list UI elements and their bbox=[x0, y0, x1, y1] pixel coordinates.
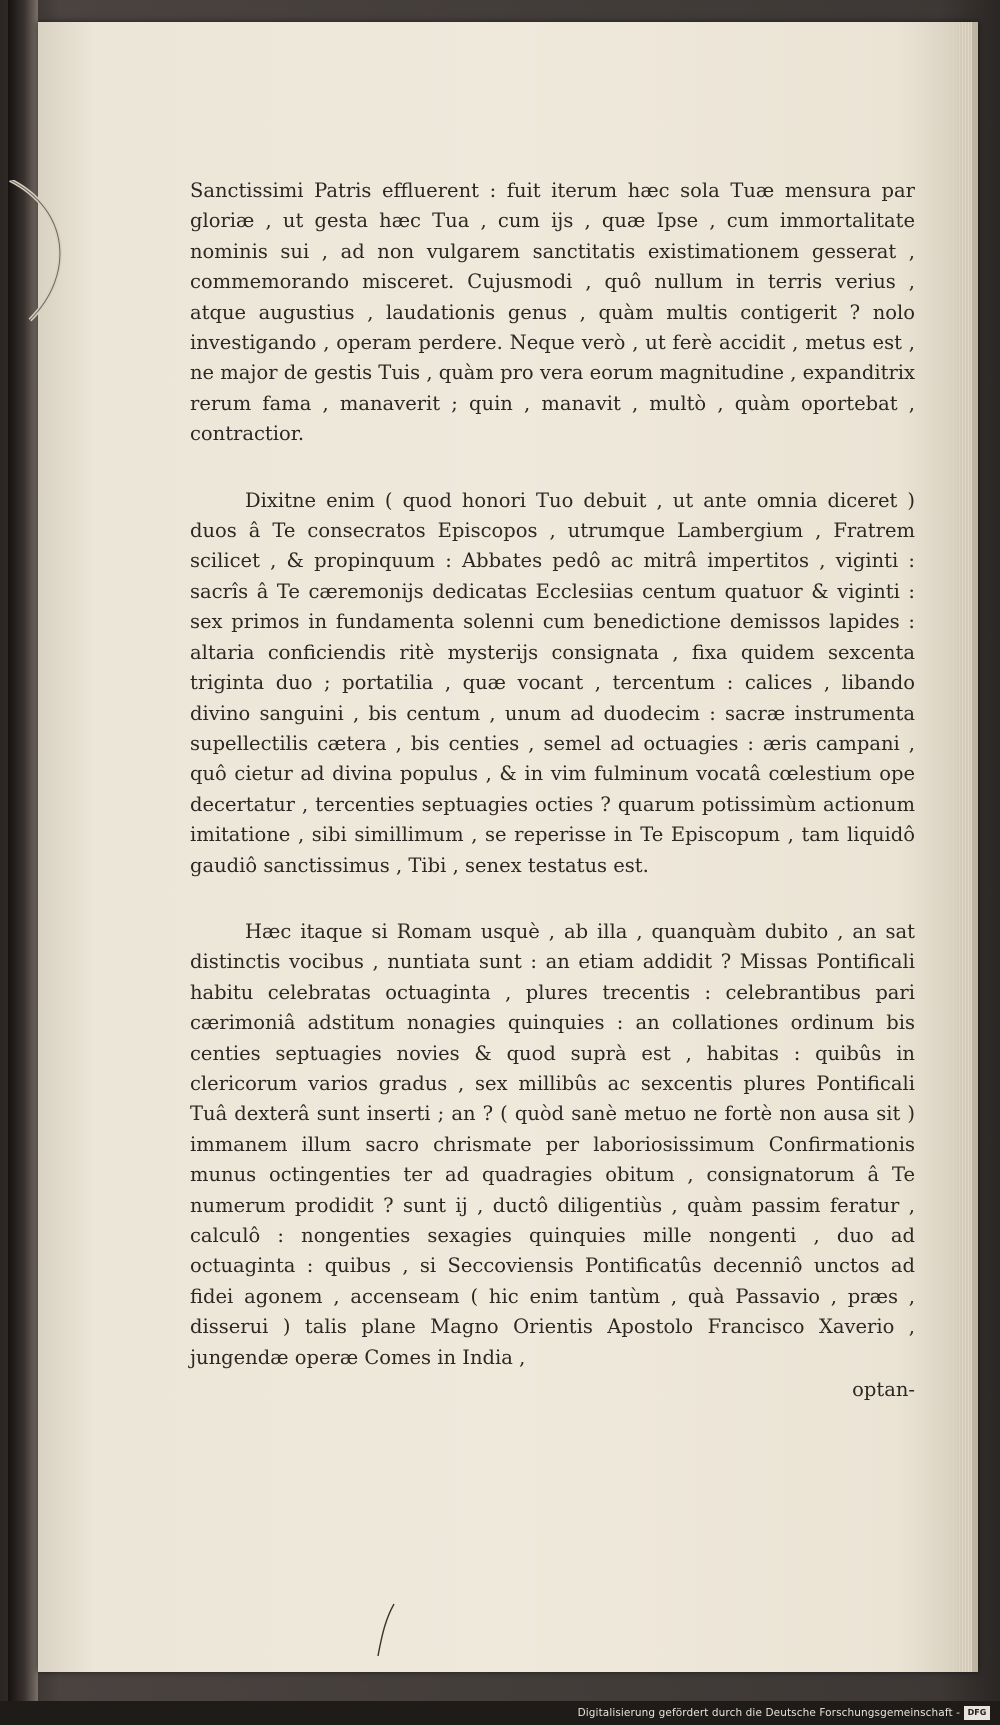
paragraph-3: Hæc itaque si Romam usquè , ab illa , quanquàm dubito , an sat distinctis vocibus , nuntiata sunt : an etiam addidit ? Missas Pontificali habitu celebratas octuaginta , plures trecentis : celebrantibus pari cærimoniâ adstitum nonagies quinquies : an collationes ordinum bis centies septuagies novies & quod suprà est , habitas : quibûs in clericorum varios gradus , sex millibûs ac sexcentis plures Pontificali Tuâ dexterâ sunt inserti ; an ? ( quòd sanè metuo ne fortè non ausa sit ) immanem illum sacro chrismate per laboriosissimum Confirmationis munus octingenties ter ad quadragies obitum , consignatorum â Te numerum prodidit ? sunt ij , ductô diligentiùs , quàm passim feratur , calculô : nongenties sexagies quinquies mille nongenti , duo ad octuaginta : quibus , si Seccoviensis Pontificatûs decenniô unctos ad fidei agonem , accenseam ( hic enim tantùm , quà Passavio , præs , disserui ) talis plane Magno Orientis Apostolo Francisco Xaverio , jungendæ operæ Comes in India , bbox=[190, 919, 915, 1369]
paragraph-1: Sanctissimi Patris effluerent : fuit iterum hæc sola Tuæ mensura par gloriæ , ut gesta hæc Tua , cum ijs , quæ Ipse , cum immortalitate nominis sui , ad non vulgarem sanctitatis existimationem gesserat , commemorando misceret. Cujusmodi , quô nullum in terris verius , atque augustius , laudationis genus , quàm multis contigerit ? nolo investigando , operam perdere. Neque verò , ut ferè accidit , metus est , ne major de gestis Tuis , quàm pro vera eorum magnitudine , expanditrix rerum fama , manaverit ; quin , manavit , multò , quàm oportebat , contractior. bbox=[190, 179, 915, 446]
catchword: optan- bbox=[852, 1378, 915, 1402]
dfg-logo: DFG bbox=[964, 1706, 990, 1720]
ribbon-marker bbox=[0, 180, 80, 330]
page-text bbox=[190, 176, 915, 1405]
page-edge-stack bbox=[958, 22, 972, 1672]
footer-bar bbox=[0, 1701, 1000, 1725]
pen-mark bbox=[372, 1600, 402, 1660]
footer-credit: Digitalisierung gefördert durch die Deutsche Forschungsgemeinschaft - bbox=[577, 1707, 960, 1719]
paragraph-2: Dixitne enim ( quod honori Tuo debuit , ut ante omnia diceret ) duos â Te consecratos Episcopos , utrumque Lambergium , Fratrem scilicet , & propinquum : Abbates pedô ac mitrâ impertitos , viginti : sacrîs â Te cæremonijs dedicatas Ecclesiias centum quatuor & viginti : sex primos in fundamenta solenni cum benedictione demissos lapides : altaria conficiendis ritè mysterijs consignata , fixa quidem sexcenta triginta duo ; portatilia , quæ vocant , tercentum : calices , libando divino sanguini , bis centum , unum ad duodecim : sacræ instrumenta supellectilis cætera , bis centies , semel ad octuagies : æris campani , quô cietur ad divina populus , & in vim fulminum vocatâ cœlestium ope decertatur , tercenties septuagies octies ? quarum potissimùm actionum imitatione , sibi simillimum , se reperisse in Te Episcopum , tam liquidô gaudiô sanctissimus , Tibi , senex testatus est. bbox=[190, 488, 915, 877]
